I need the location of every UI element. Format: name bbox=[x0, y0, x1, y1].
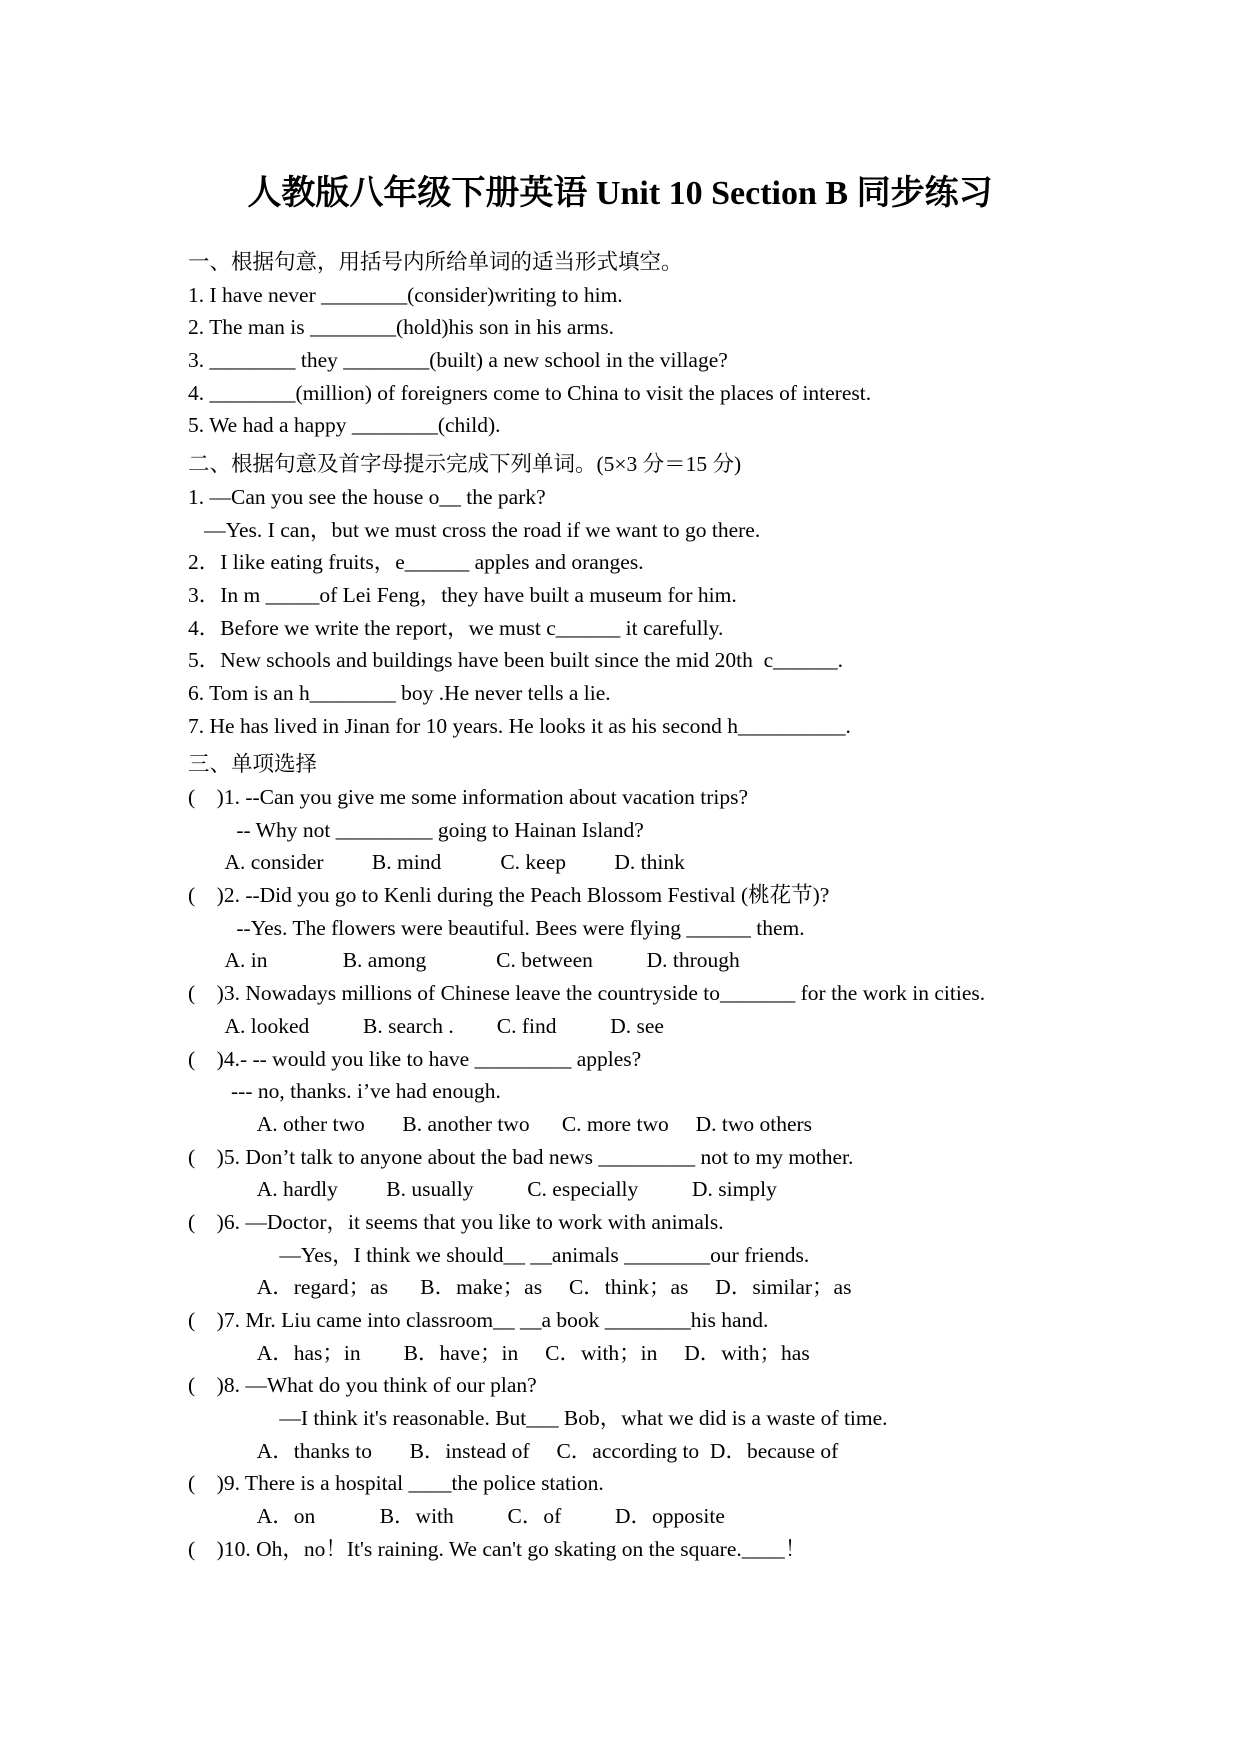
question-line: 6. Tom is an h________ boy .He never tells a lie. bbox=[188, 680, 611, 705]
question-line: ( )6. —Doctor，it seems that you like to work with animals. bbox=[188, 1209, 724, 1234]
question-line: 2．I like eating fruits，e______ apples and oranges. bbox=[188, 550, 644, 575]
options-line: A．on B．with C．of D．opposite bbox=[188, 1504, 725, 1529]
question-line: ( )9. There is a hospital ____the police station. bbox=[188, 1471, 604, 1496]
question-line: -- Why not _________ going to Hainan Island? bbox=[188, 817, 644, 842]
options-line: A. consider B. mind C. keep D. think bbox=[188, 850, 685, 875]
question-line: 4．Before we write the report，we must c______ it carefully. bbox=[188, 615, 724, 640]
question-line: ( )1. --Can you give me some information about vacation trips? bbox=[188, 785, 749, 809]
question-line: 3．In m _____of Lei Feng，they have built a museum for him. bbox=[188, 582, 737, 607]
options-line: A. other two B. another two C. more two D. two others bbox=[188, 1111, 813, 1136]
options-line: A．thanks to B．instead of C．according to D．because of bbox=[188, 1438, 839, 1463]
question-line: —Yes. I can，but we must cross the road if we want to go there. bbox=[188, 517, 761, 542]
question-line: 1. I have never ________(consider)writing to him. bbox=[188, 282, 623, 307]
options-line: A．has；in B．have；in C．with；in D．with；has bbox=[188, 1340, 810, 1365]
question-line: 7. He has lived in Jinan for 10 years. He looks it as his second h__________. bbox=[188, 713, 851, 738]
question-line: ( )2. --Did you go to Kenli during the Peach Blossom Festival (桃花节)? bbox=[188, 883, 830, 908]
section-heading: 二、根据句意及首字母提示完成下列单词。(5×3 分＝15 分) bbox=[188, 452, 742, 477]
section-2 bbox=[188, 448, 1188, 742]
question-line: ( )10. Oh，no！It's raining. We can't go skating on the square.____！ bbox=[188, 1536, 807, 1561]
section-heading: 三、单项选择 bbox=[188, 752, 318, 777]
question-line: 3. ________ they ________(built) a new school in the village? bbox=[188, 348, 728, 373]
question-line: —Yes，I think we should__ __animals ________our friends. bbox=[188, 1242, 810, 1267]
question-line: --- no, thanks. i’ve had enough. bbox=[188, 1079, 501, 1104]
question-line: —I think it's reasonable. But___ Bob，what we did is a waste of time. bbox=[188, 1406, 888, 1431]
options-line: A. looked B. search . C. find D. see bbox=[188, 1013, 664, 1038]
question-line: ( )4.- -- would you like to have _________ apples? bbox=[188, 1046, 642, 1071]
question-line: 1. —Can you see the house o__ the park? bbox=[188, 484, 546, 509]
question-line: ( )3. Nowadays millions of Chinese leave the countryside to_______ for the work in cities. bbox=[188, 981, 986, 1006]
question-line: 5．New schools and buildings have been built since the mid 20th c______. bbox=[188, 648, 844, 673]
options-line: A. in B. among C. between D. through bbox=[188, 948, 740, 973]
question-line: 2. The man is ________(hold)his son in his arms. bbox=[188, 315, 615, 340]
question-line: ( )7. Mr. Liu came into classroom__ __a book ________his hand. bbox=[188, 1308, 769, 1332]
question-line: 4. ________(million) of foreigners come to China to visit the places of interest. bbox=[188, 380, 872, 405]
question-line: ( )8. —What do you think of our plan? bbox=[188, 1373, 537, 1398]
page-title: 人教版八年级下册英语 Unit 10 Section B 同步练习 bbox=[247, 175, 993, 212]
section-1 bbox=[188, 246, 1188, 442]
options-line: A. hardly B. usually C. especially D. simply bbox=[188, 1177, 777, 1202]
question-line: --Yes. The flowers were beautiful. Bees were flying ______ them. bbox=[188, 915, 805, 940]
options-line: A．regard；as B．make；as C．think；as D．similar；as bbox=[188, 1275, 852, 1300]
section-heading: 一、根据句意，用括号内所给单词的适当形式填空。 bbox=[188, 250, 683, 274]
question-line: ( )5. Don’t talk to anyone about the bad news _________ not to my mother. bbox=[188, 1144, 854, 1169]
worksheet-content bbox=[188, 246, 1188, 1566]
question-line: 5. We had a happy ________(child). bbox=[188, 413, 501, 438]
section-3 bbox=[188, 748, 1188, 1565]
